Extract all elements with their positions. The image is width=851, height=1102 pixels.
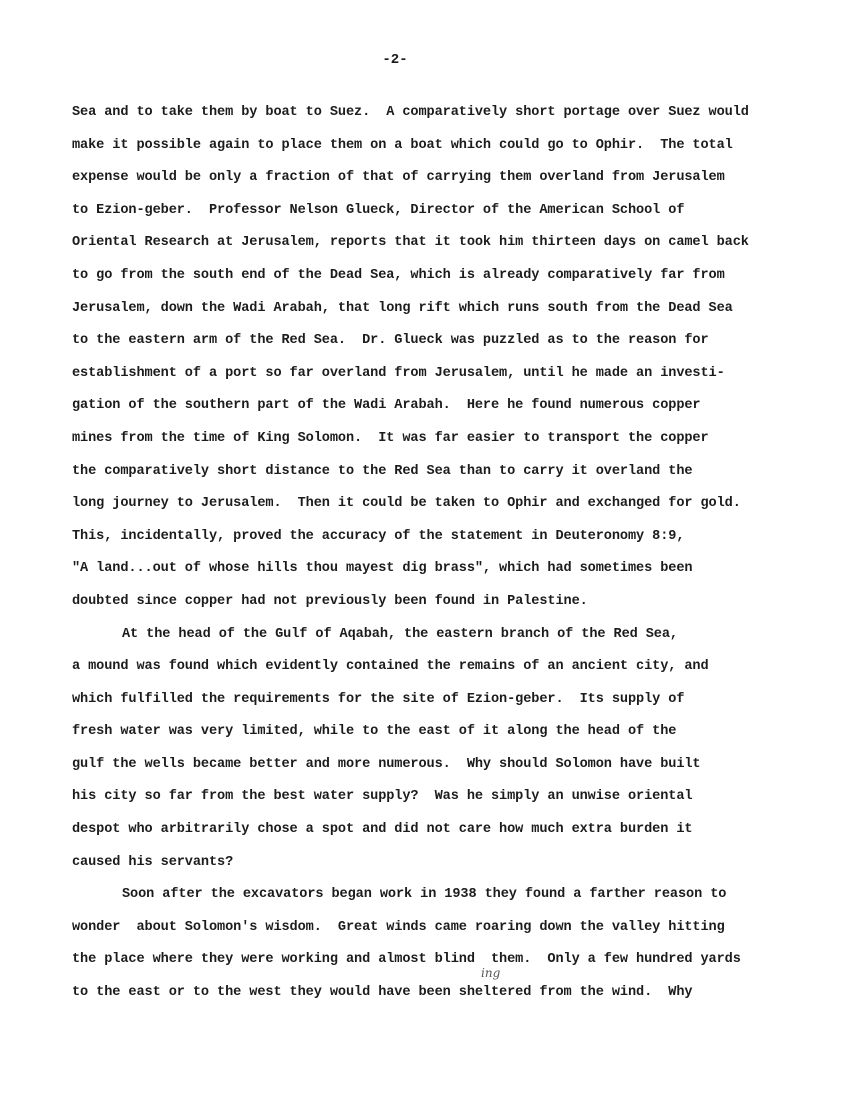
text-line: a mound was found which evidently contained the remains of an ancient city, and (72, 659, 709, 675)
text-line: doubted since copper had not previously been found in Palestine. (72, 593, 588, 609)
document-body (72, 97, 812, 1010)
text-line: to the eastern arm of the Red Sea. Dr. Glueck was puzzled as to the reason for (72, 333, 709, 349)
text-line: which fulfilled the requirements for the site of Ezion-geber. Its supply of (72, 691, 685, 707)
text-line: mines from the time of King Solomon. It was far easier to transport the copper (72, 430, 709, 446)
text-line: caused his servants? (72, 854, 234, 870)
text-line: Soon after the excavators began work in 1938 they found a farther reason to (122, 887, 727, 903)
text-line: long journey to Jerusalem. Then it could be taken to Ophir and exchanged for gold. (72, 496, 741, 512)
handwritten-insertion: ing (481, 966, 501, 980)
text-line: "A land...out of whose hills thou mayest dig brass", which had sometimes been (72, 561, 693, 577)
text-line: At the head of the Gulf of Aqabah, the eastern branch of the Red Sea, (122, 626, 678, 642)
text-line: expense would be only a fraction of that of carrying them overland from Jerusalem (72, 170, 725, 186)
text-line: fresh water was very limited, while to the east of it along the head of the (72, 724, 677, 740)
text-line: make it possible again to place them on a boat which could go to Ophir. The total (72, 137, 733, 153)
text-line: gation of the southern part of the Wadi Arabah. Here he found numerous copper (72, 398, 701, 414)
text-line: Sea and to take them by boat to Suez. A comparatively short portage over Suez would (72, 105, 749, 120)
text-line: despot who arbitrarily chose a spot and did not care how much extra burden it (72, 822, 693, 838)
text-line: his city so far from the best water supply? Was he simply an unwise oriental (72, 789, 693, 805)
text-line: to go from the south end of the Dead Sea, which is already comparatively far from (72, 267, 725, 283)
text-line: Oriental Research at Jerusalem, reports that it took him thirteen days on camel back (72, 235, 749, 251)
text-line: Jerusalem, down the Wadi Arabah, that long rift which runs south from the Dead Sea (72, 300, 733, 316)
text-line: the place where they were working and almost blind them. Only a few hundred yards (72, 952, 741, 968)
text-line: to the east or to the west they would have been sheltered from the wind. Why (72, 985, 693, 1001)
text-line: wonder about Solomon's wisdom. Great winds came roaring down the valley hitting (72, 919, 725, 935)
text-line: This, incidentally, proved the accuracy of the statement in Deuteronomy 8:9, (72, 528, 685, 544)
text-line: the comparatively short distance to the Red Sea than to carry it overland the (72, 463, 693, 479)
text-line: establishment of a port so far overland from Jerusalem, until he made an investi- (72, 365, 725, 381)
text-line: to Ezion-geber. Professor Nelson Glueck, Director of the American School of (72, 202, 685, 218)
page-number: -2- (382, 52, 408, 68)
text-line: gulf the wells became better and more numerous. Why should Solomon have built (72, 756, 701, 772)
